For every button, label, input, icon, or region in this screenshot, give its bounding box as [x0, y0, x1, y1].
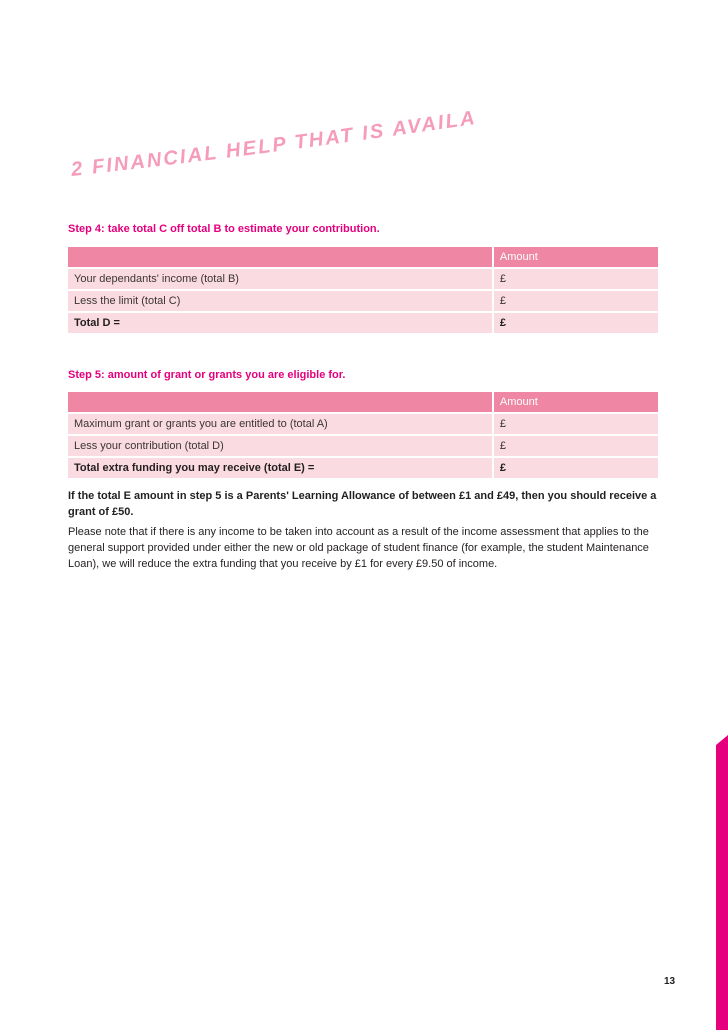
step4-table — [68, 245, 658, 335]
table-row — [68, 436, 658, 456]
row-label: Total extra funding you may receive (total E) = — [68, 458, 492, 478]
amount-input[interactable]: £ — [492, 291, 658, 311]
amount-header: Amount — [492, 392, 658, 412]
note-body: Please note that if there is any income to be taken into account as a result of the income assessment that applies to the general support provided under either the new or old package of student finance (for example, the student Maintenance Loan), we will reduce the extra funding that you receive by £1 for every £9.50 of income. — [68, 526, 649, 570]
note-bold: If the total E amount in step 5 is a Parents' Learning Allowance of between £1 and £49, then you should receive a grant of £50. — [68, 490, 657, 518]
page-number: 13 — [664, 976, 676, 987]
step5-title: Step 5: amount of grant or grants you are eligible for. — [68, 369, 346, 381]
table-row — [68, 269, 658, 289]
header-blank-cell — [68, 392, 492, 412]
row-label: Maximum grant or grants you are entitled to (total A) — [68, 414, 492, 434]
total-row — [68, 313, 658, 333]
amount-input[interactable]: £ — [492, 458, 658, 478]
amount-input[interactable]: £ — [492, 414, 658, 434]
table-header-row — [68, 247, 658, 267]
side-tab-decoration — [708, 0, 728, 1030]
step4-title: Step 4: take total C off total B to estimate your contribution. — [68, 223, 380, 235]
section-heading-graphic — [61, 99, 500, 186]
row-label: Less the limit (total C) — [68, 291, 492, 311]
svg-text:2 FINANCIAL HELP THAT IS AVAIL — [62, 99, 478, 181]
amount-input[interactable]: £ — [492, 436, 658, 456]
total-row — [68, 458, 658, 478]
header-blank-cell — [68, 247, 492, 267]
table-row — [68, 414, 658, 434]
amount-header: Amount — [492, 247, 658, 267]
table-row — [68, 291, 658, 311]
amount-input[interactable]: £ — [492, 269, 658, 289]
section-heading-text: 2 FINANCIAL HELP THAT IS AVAILABLE — [61, 99, 479, 181]
section-heading — [61, 99, 500, 186]
side-tab-shape — [716, 735, 728, 1030]
amount-input[interactable]: £ — [492, 313, 658, 333]
table-header-row — [68, 392, 658, 412]
row-label: Your dependants' income (total B) — [68, 269, 492, 289]
row-label: Total D = — [68, 313, 492, 333]
row-label: Less your contribution (total D) — [68, 436, 492, 456]
step5-table — [68, 390, 658, 480]
